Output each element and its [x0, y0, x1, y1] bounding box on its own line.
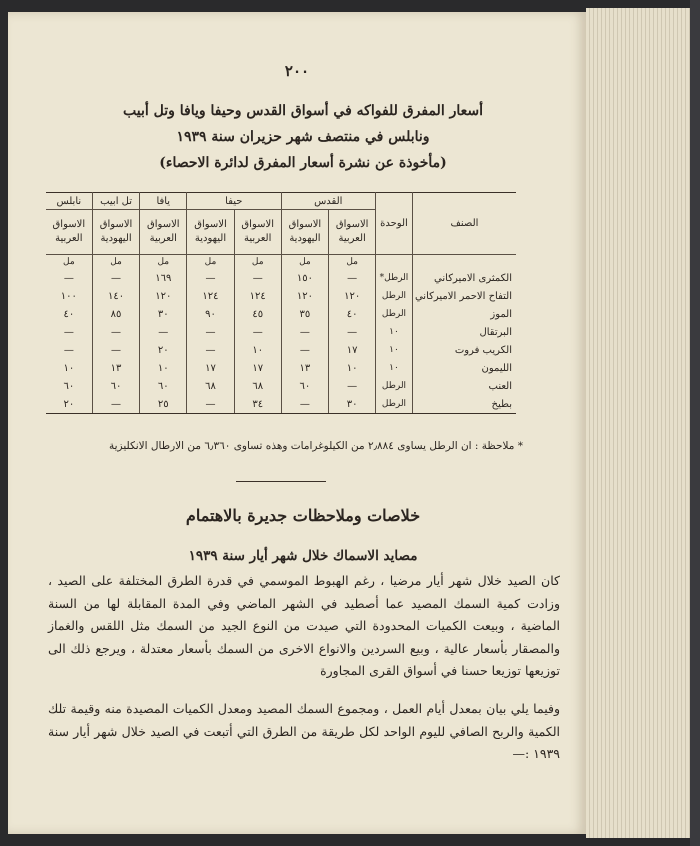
price-cell: — — [187, 323, 235, 341]
book-page-edges — [586, 8, 690, 838]
price-cell: ١٣ — [281, 359, 329, 377]
row-unit: الرطل — [375, 287, 412, 305]
price-cell: ١٣ — [92, 359, 140, 377]
price-cell: — — [63, 326, 74, 338]
price-cell: ١٦٩ — [140, 269, 187, 287]
price-cell: ٦٠ — [140, 377, 187, 395]
price-cell: — — [187, 395, 235, 414]
fruit-price-table — [46, 192, 516, 414]
price-cell: ١٠ — [329, 359, 376, 377]
price-cell: ٩٠ — [187, 305, 235, 323]
price-cell: ١٠ — [140, 359, 187, 377]
city-header-haifa: حيفا — [187, 193, 281, 210]
price-cell: ١٢٤ — [187, 287, 235, 305]
price-cell: ٣٠ — [140, 305, 187, 323]
unit-cell: مل — [234, 255, 281, 270]
row-item: الكريب فروت — [412, 341, 516, 359]
market-header: الاسواق اليهودية — [187, 210, 235, 255]
table-row — [46, 287, 516, 305]
price-cell: ٣٥ — [281, 305, 329, 323]
price-cell: — — [281, 341, 329, 359]
book-cover-edge — [690, 0, 700, 846]
city-header-jaffa: يافا — [140, 193, 187, 210]
table-row — [46, 269, 516, 287]
price-cell: ٣٠ — [329, 395, 376, 414]
table-row — [46, 323, 516, 341]
price-cell: ١٧ — [187, 359, 235, 377]
price-cell: ٦٨ — [187, 377, 235, 395]
table-row — [46, 395, 516, 414]
price-cell: — — [92, 341, 140, 359]
price-cell: ٦٠ — [92, 377, 140, 395]
price-cell: ١٧ — [234, 359, 281, 377]
row-item: بطيخ — [412, 395, 516, 414]
price-cell: ٦٠ — [63, 380, 75, 392]
row-item: العنب — [412, 377, 516, 395]
price-cell: — — [234, 323, 281, 341]
table-source-line: (مأخوذة عن نشرة أسعار المفرق لدائرة الاحصاء) — [159, 155, 447, 171]
table-row — [46, 341, 516, 359]
price-cell: — — [329, 377, 376, 395]
price-cell: — — [92, 323, 140, 341]
row-unit: الرطل — [375, 377, 412, 395]
price-cell: — — [92, 269, 140, 287]
price-cell: ١٢٠ — [140, 287, 187, 305]
price-cell: ٢٥ — [140, 395, 187, 414]
price-cell: ١٤٠ — [92, 287, 140, 305]
section-heading: خلاصات وملاحظات جديرة بالاهتمام — [185, 506, 421, 525]
unit-cell: مل — [140, 255, 187, 270]
row-unit: ١٠ — [375, 323, 412, 341]
city-header-nablus: نابلس — [46, 193, 92, 210]
column-header-unit: الوحدة — [375, 193, 412, 255]
row-unit: ١٠ — [375, 341, 412, 359]
table-title-line-2: ونابلس في منتصف شهر حزيران سنة ١٩٣٩ — [176, 129, 430, 145]
price-cell: ١٢٠ — [329, 287, 376, 305]
price-cell: — — [140, 323, 187, 341]
price-cell: ١٠ — [234, 341, 281, 359]
price-cell: ١٥٠ — [281, 269, 329, 287]
price-cell: ١٠ — [63, 362, 75, 374]
table-footnote: * ملاحظة : ان الرطل يساوى ٢٫٨٨٤ من الكيلوغرامات وهذه تساوى ٦٫٣٦٠ من الارطال الانكليزية — [108, 440, 523, 452]
market-header: الاسواق العربية — [46, 210, 92, 255]
price-cell: ٢٠ — [46, 395, 92, 414]
table-unit-row — [46, 255, 516, 270]
price-cell: — — [92, 395, 140, 414]
price-cell: — — [63, 344, 74, 356]
price-cell: ٤٠ — [329, 305, 376, 323]
table-row — [46, 305, 516, 323]
price-cell: — — [63, 272, 74, 284]
unit-cell: مل — [187, 255, 235, 270]
market-header: الاسواق العربية — [234, 210, 281, 255]
price-cell: — — [281, 395, 329, 414]
price-cell: — — [234, 269, 281, 287]
price-cell: — — [281, 323, 329, 341]
row-item: البرتقال — [412, 323, 516, 341]
row-item: الليمون — [412, 359, 516, 377]
market-header: الاسواق اليهودية — [281, 210, 329, 255]
price-cell: ٣٤ — [234, 395, 281, 414]
body-paragraph-1: كان الصيد خلال شهر أيار مرضيا ، رغم الهبوط الموسمي في قدرة الطرق المختلفة على الصيد ، وزادت كمية السمك المصيد عما أصطيد في الشهر الماضي وفي المدة المقابلة لها من السنة الماضية ، وبيعت الكميات المحدودة التي صيدت من النوع الجيد من السمك مثل اللقس والغماز والمصقار بأسعار عالية ، وبيع السردين والانواع الاخرى من السمك بأسعار معتدلة ، ويرجع ذلك الى توزيعها توزيعا حسنا في أسواق القرى المجاورة — [48, 573, 560, 678]
unit-cell: مل — [281, 255, 329, 270]
unit-cell: مل — [329, 255, 376, 270]
unit-cell: مل — [63, 257, 75, 267]
section-divider — [236, 481, 326, 482]
column-header-item: الصنف — [412, 193, 516, 255]
market-header: الاسواق العربية — [140, 210, 187, 255]
price-cell: — — [329, 323, 376, 341]
row-item: التفاح الاحمر الاميركاني — [412, 287, 516, 305]
row-unit: ١٠ — [375, 359, 412, 377]
row-item: الكمثرى الاميركاني — [412, 269, 516, 287]
price-cell: ٤٥ — [234, 305, 281, 323]
price-cell: — — [187, 269, 235, 287]
price-cell: — — [329, 269, 376, 287]
price-cell: ٨٥ — [92, 305, 140, 323]
price-cell: ١٧ — [329, 341, 376, 359]
price-cell: ١٢٠ — [281, 287, 329, 305]
price-cell: ١٠٠ — [60, 290, 77, 302]
row-item: الموز — [412, 305, 516, 323]
book-page — [8, 12, 586, 834]
table-title-line-1: أسعار المفرق للفواكه في أسواق القدس وحيفا ويافا وتل أبيب — [123, 103, 483, 119]
price-cell: ٦٠ — [281, 377, 329, 395]
row-unit: الرطل — [375, 395, 412, 414]
price-cell: ١٢٤ — [234, 287, 281, 305]
market-header: الاسواق العربية — [329, 210, 376, 255]
unit-cell: مل — [92, 255, 140, 270]
price-cell: ٢٠ — [140, 341, 187, 359]
price-cell: ٦٨ — [234, 377, 281, 395]
city-header-tel-aviv: تل ابيب — [92, 193, 140, 210]
row-unit: الرطل — [375, 305, 412, 323]
city-header-jerusalem: القدس — [281, 193, 375, 210]
table-row — [46, 359, 516, 377]
price-cell: — — [187, 341, 235, 359]
row-unit: الرطل* — [375, 269, 412, 287]
price-cell: ٤٠ — [63, 308, 75, 320]
table-row — [46, 377, 516, 395]
body-paragraph-2: وفيما يلي بيان بمعدل أيام العمل ، ومجموع السمك المصيد ومعدل الكميات المصيدة منه وقيمة تلك الكمية والربح الصافي لليوم الواحد لكل طريقة من الطرق التي أتبعت في الصيد خلال شهر أيار سنة ١٩٣٩ :— — [48, 701, 560, 761]
table-header-cities — [46, 193, 516, 210]
page-number: ٢٠٠ — [284, 62, 310, 80]
market-header: الاسواق اليهودية — [92, 210, 140, 255]
section-subheading: مصايد الاسماك خلال شهر أيار سنة ١٩٣٩ — [188, 548, 418, 564]
